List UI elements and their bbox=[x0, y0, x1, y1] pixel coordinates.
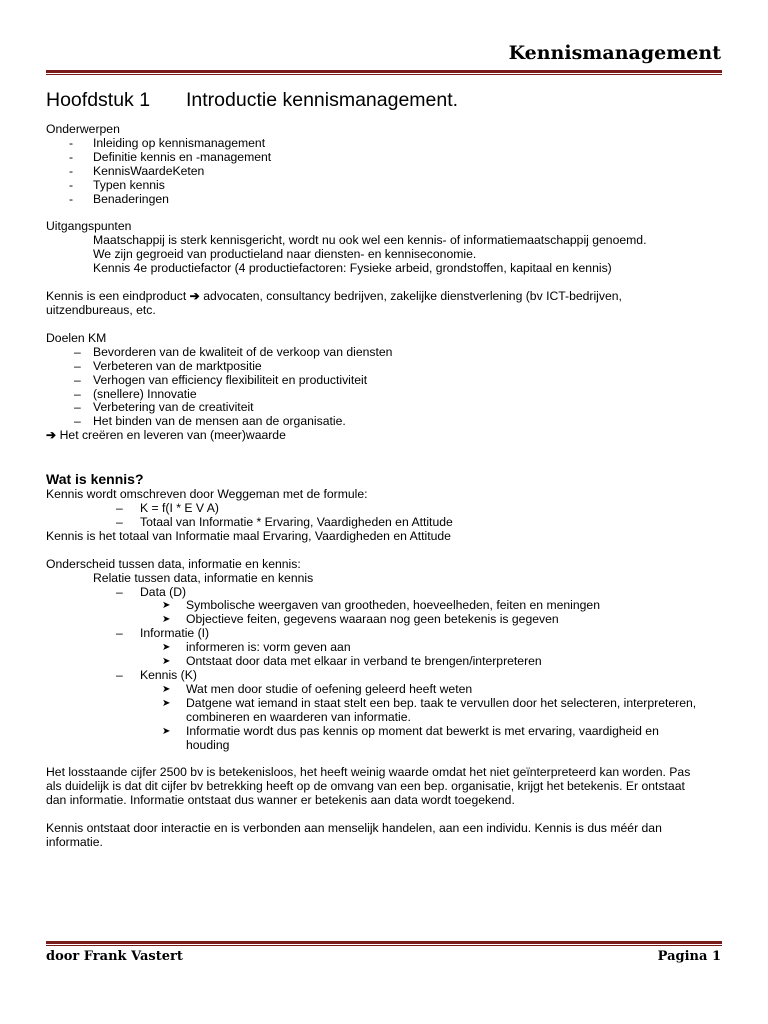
pointer-icon: ➤ bbox=[162, 642, 171, 654]
spacer bbox=[46, 443, 726, 471]
uitgangspunten-heading: Uitgangspunten bbox=[46, 219, 132, 234]
dash-marker: - bbox=[69, 191, 74, 206]
list-item-text: Het binden van de mensen aan de organisatie. bbox=[93, 414, 346, 429]
list-item bbox=[46, 388, 726, 402]
list-item bbox=[46, 151, 726, 165]
endash-marker: – bbox=[74, 344, 81, 359]
doelen-heading: Doelen KM bbox=[46, 330, 107, 345]
list-item-text: Ontstaat door data met elkaar in verband te brengen/interpreteren bbox=[186, 654, 542, 669]
arrow-right-icon: ➔ bbox=[46, 428, 57, 443]
paragraph-line: als duidelijk is dat dit cijfer bv betrekking heeft op de omvang van een bep. organisatie, krijgt het betekenis. Er ontstaat bbox=[46, 779, 685, 794]
list-item bbox=[46, 641, 726, 655]
dash-marker: - bbox=[69, 177, 74, 192]
group-label bbox=[46, 627, 726, 641]
pointer-icon: ➤ bbox=[162, 725, 171, 737]
endash-marker: – bbox=[74, 372, 81, 387]
conclusion-text: Het creëren en leveren van (meer)waarde bbox=[59, 428, 286, 443]
group-label-text: Kennis (K) bbox=[140, 668, 197, 682]
dash-marker: - bbox=[69, 163, 74, 178]
group-label-text: Data (D) bbox=[140, 584, 187, 599]
list-item-text: (snellere) Innovatie bbox=[93, 386, 197, 401]
list-item-text: KennisWaardeKeten bbox=[93, 163, 205, 178]
eindproduct-continuation: uitzendbureaus, etc. bbox=[46, 302, 156, 317]
list-item bbox=[46, 725, 726, 739]
list-item-text: Verbetering van de creativiteit bbox=[93, 400, 254, 415]
list-item bbox=[46, 165, 726, 179]
pointer-icon: ➤ bbox=[162, 683, 171, 695]
pointer-icon: ➤ bbox=[162, 656, 171, 668]
list-item bbox=[46, 179, 726, 193]
footer-author: door Frank Vastert bbox=[46, 949, 183, 964]
kennis-summary: Kennis is het totaal van Informatie maal Ervaring, Vaardigheden en Attitude bbox=[46, 528, 451, 543]
section-heading: Wat is kennis? bbox=[46, 471, 144, 488]
list-item-text: Typen kennis bbox=[93, 177, 165, 192]
list-item-text: Inleiding op kennismanagement bbox=[93, 135, 266, 150]
list-item-text: Verhogen van efficiency flexibiliteit en productiviteit bbox=[93, 372, 368, 387]
endash-marker: – bbox=[116, 668, 123, 682]
onderwerpen-heading: Onderwerpen bbox=[46, 122, 120, 136]
spacer bbox=[46, 808, 726, 822]
spacer bbox=[46, 752, 726, 766]
list-item-text: Symbolische weergaven van grootheden, hoeveelheden, feiten en meningen bbox=[186, 598, 600, 613]
header-rule bbox=[46, 70, 722, 73]
list-item-text: Definitie kennis en -management bbox=[93, 149, 272, 164]
list-item-text: informeren is: vorm geven aan bbox=[186, 640, 351, 655]
spacer bbox=[46, 206, 726, 220]
list-item-text: Bevorderen van de kwaliteit of de verkoop van diensten bbox=[93, 344, 393, 359]
list-item bbox=[46, 346, 726, 360]
list-item bbox=[46, 516, 726, 530]
list-item bbox=[46, 502, 726, 516]
footer-rule-thin bbox=[46, 945, 722, 946]
list-item-text: houding bbox=[186, 737, 230, 752]
running-header-title: Kennismanagement bbox=[508, 42, 721, 64]
header-rule-thin bbox=[46, 74, 722, 75]
list-item-text: combineren en waarderen van informatie. bbox=[186, 709, 411, 724]
paragraph-line: informatie. bbox=[46, 835, 103, 850]
eindproduct-text: advocaten, consultancy bedrijven, zakelijke dienstverlening (bv ICT-bedrijven, bbox=[203, 289, 622, 304]
endash-marker: – bbox=[74, 400, 81, 415]
pointer-icon: ➤ bbox=[162, 600, 171, 612]
endash-marker: – bbox=[116, 501, 123, 516]
list-item bbox=[46, 599, 726, 613]
list-item-text: Objectieve feiten, gegevens waaraan nog geen betekenis is gegeven bbox=[186, 612, 559, 627]
uitgangspunt-line: We zijn gegroeid van productieland naar diensten- en kenniseconomie. bbox=[93, 247, 477, 262]
endash-marker: – bbox=[116, 514, 123, 529]
spacer bbox=[46, 544, 726, 558]
list-item bbox=[46, 360, 726, 374]
endash-marker: – bbox=[74, 414, 81, 429]
list-item-text: Informatie wordt dus pas kennis op moment dat bewerkt is met ervaring, vaardigheid en bbox=[186, 723, 659, 738]
pointer-icon: ➤ bbox=[162, 614, 171, 626]
uitgangspunt-line: Kennis 4e productiefactor (4 productiefactoren: Fysieke arbeid, grondstoffen, kapitaal en kennis) bbox=[93, 261, 612, 276]
weggeman-intro: Kennis wordt omschreven door Weggeman met de formule: bbox=[46, 487, 368, 502]
endash-marker: – bbox=[74, 386, 81, 401]
doelen-conclusion bbox=[46, 429, 726, 443]
chapter-heading bbox=[46, 88, 726, 112]
footer-rule bbox=[46, 941, 722, 944]
group-label bbox=[46, 586, 726, 600]
formula-text: K = f(I * E V A) bbox=[140, 501, 219, 516]
onderscheid-heading: Onderscheid tussen data, informatie en kennis: bbox=[46, 556, 301, 571]
uitgangspunt-line: Maatschappij is sterk kennisgericht, wordt nu ook wel een kennis- of informatiemaatschappij genoemd. bbox=[93, 233, 647, 248]
list-item-text: Datgene wat iemand in staat stelt een bep. taak te vervullen door het selecteren, interpreteren, bbox=[186, 695, 697, 710]
list-item bbox=[46, 137, 726, 151]
list-item bbox=[46, 415, 726, 429]
paragraph-line: Kennis ontstaat door interactie en is verbonden aan menselijk handelen, aan een individu. Kennis is dus méér dan bbox=[46, 821, 662, 836]
spacer bbox=[46, 318, 726, 332]
list-item bbox=[46, 374, 726, 388]
eindproduct-prefix: Kennis is een eindproduct bbox=[46, 289, 187, 304]
endash-marker: – bbox=[116, 626, 123, 641]
dash-marker: - bbox=[69, 135, 74, 150]
eindproduct-line bbox=[46, 290, 726, 304]
group-label bbox=[46, 669, 726, 683]
list-item-continuation bbox=[46, 711, 726, 725]
list-item bbox=[46, 683, 726, 697]
paragraph-line: Het losstaande cijfer 2500 bv is betekenisloos, het heeft weinig waarde omdat het niet geïnterpreteerd kan worden. Pas bbox=[46, 765, 691, 780]
list-item-text: Wat men door studie of oefening geleerd heeft weten bbox=[186, 681, 473, 696]
chapter-number: Hoofdstuk 1 bbox=[46, 89, 151, 111]
list-item-text: Benaderingen bbox=[93, 191, 169, 206]
footer-page-number: Pagina 1 bbox=[657, 949, 721, 964]
list-item bbox=[46, 613, 726, 627]
list-item-text: Totaal van Informatie * Ervaring, Vaardigheden en Attitude bbox=[140, 514, 453, 529]
onderscheid-sub: Relatie tussen data, informatie en kennis bbox=[93, 570, 314, 585]
endash-marker: – bbox=[116, 584, 123, 599]
group-label-text: Informatie (I) bbox=[140, 626, 210, 641]
spacer bbox=[46, 276, 726, 290]
pointer-icon: ➤ bbox=[162, 697, 171, 709]
dash-marker: - bbox=[69, 149, 74, 164]
arrow-right-icon: ➔ bbox=[189, 289, 200, 304]
list-item bbox=[46, 193, 726, 207]
page-content bbox=[46, 88, 726, 850]
list-item-continuation bbox=[46, 739, 726, 753]
list-item bbox=[46, 697, 726, 711]
paragraph-line: dan informatie. Informatie ontstaat dus wanner er betekenis aan data wordt toegekend. bbox=[46, 793, 515, 808]
list-item-text: Verbeteren van de marktpositie bbox=[93, 358, 262, 373]
list-item bbox=[46, 655, 726, 669]
endash-marker: – bbox=[74, 358, 81, 373]
chapter-title: Introductie kennismanagement. bbox=[186, 89, 459, 111]
list-item bbox=[46, 401, 726, 415]
